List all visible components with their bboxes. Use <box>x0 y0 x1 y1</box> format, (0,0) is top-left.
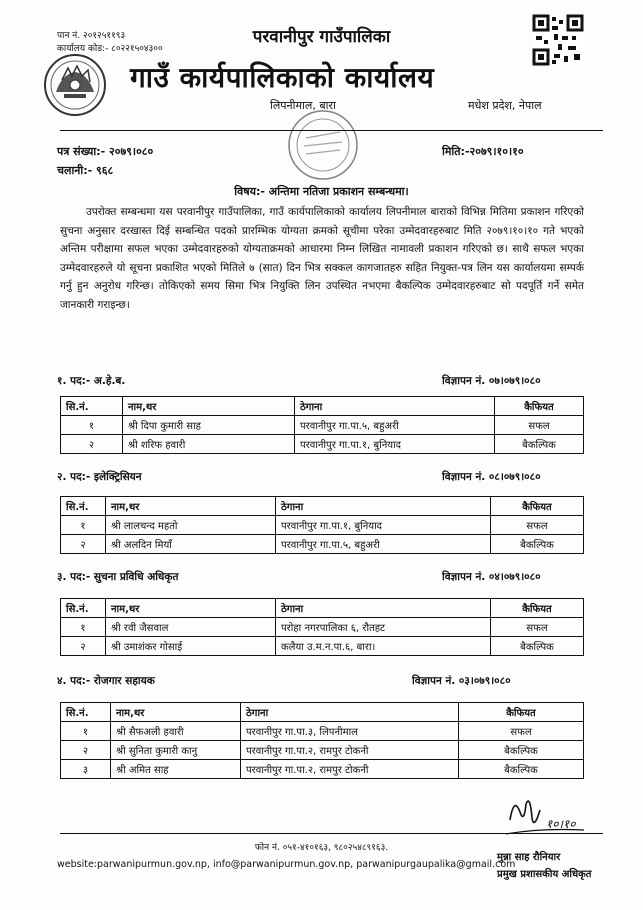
table-row <box>61 535 584 554</box>
table-row <box>61 722 584 741</box>
qr-code-icon <box>532 14 584 66</box>
cell-remark: सफल <box>491 618 584 637</box>
advert-number: विज्ञापन नं. ०३।०७९।०८० <box>412 675 511 687</box>
cell-remark: बैकल्पिक <box>459 741 584 760</box>
col-remark: कैफियत <box>491 497 584 516</box>
cell-sn: १ <box>61 416 123 435</box>
results-table <box>60 396 584 454</box>
results-table <box>60 702 584 779</box>
cell-address: परवानीपुर गा.पा.५, बहुअरी <box>276 535 491 554</box>
cell-remark: बैकल्पिक <box>459 760 584 779</box>
province: मधेश प्रदेश, नेपाल <box>468 99 542 112</box>
cell-address: कलैया उ.म.न.पा.६, बारा। <box>276 637 491 656</box>
cell-sn: २ <box>61 637 106 656</box>
col-name: नाम,थर <box>111 703 241 722</box>
cell-name: श्री उमाशंकर गोसाई <box>106 637 276 656</box>
section-title: १. पद:- अ.हे.ब. <box>57 375 126 387</box>
col-address: ठेगाना <box>241 703 459 722</box>
advert-number: विज्ञापन नं. ०४।०७९।०८० <box>442 571 541 583</box>
table-header-row <box>61 599 584 618</box>
cell-name: श्री सुनिता कुमारी कानु <box>111 741 241 760</box>
dispatch-number: चलानी:- ९६८ <box>57 164 114 177</box>
col-name: नाम,थर <box>106 599 276 618</box>
table-row <box>61 637 584 656</box>
signer-name: मुन्ना साह रौनियार <box>497 852 561 863</box>
cell-sn: २ <box>61 435 123 454</box>
table-row <box>61 618 584 637</box>
cell-remark: बैकल्पिक <box>495 435 584 454</box>
results-table <box>60 496 584 554</box>
cell-name: श्री अलदिन मियाँ <box>106 535 276 554</box>
cell-remark: सफल <box>459 722 584 741</box>
cell-sn: २ <box>61 535 106 554</box>
table-row <box>61 516 584 535</box>
signature-date: १०।१० <box>546 817 576 831</box>
col-sn: सि.नं. <box>61 599 106 618</box>
official-stamp-icon <box>286 108 360 182</box>
office-code: कार्यालय कोड:- ८०२२१५०४३०० <box>57 44 163 54</box>
table-header-row <box>61 703 584 722</box>
cell-name: श्री लालचन्द महतो <box>106 516 276 535</box>
cell-sn: ३ <box>61 760 111 779</box>
phone-line: फोन नं. ०५१-४१०१६३, ९८०२५४८९१६३. <box>254 843 389 853</box>
pan-number: पान नं. २०१२५११९३ <box>57 31 126 41</box>
table-row <box>61 741 584 760</box>
table-row <box>61 760 584 779</box>
office-name: परवानीपुर गाउँपालिका <box>252 27 391 47</box>
office-address: लिपनीमाल, बारा <box>270 99 336 112</box>
col-sn: सि.नं. <box>61 497 106 516</box>
cell-name: श्री दिपा कुमारी साह <box>123 416 295 435</box>
cell-sn: १ <box>61 722 111 741</box>
table-header-row <box>61 397 584 416</box>
table-row <box>61 416 584 435</box>
cell-name: श्री अमित साह <box>111 760 241 779</box>
col-name: नाम,थर <box>106 497 276 516</box>
col-sn: सि.नं. <box>61 397 123 416</box>
letter-date: मिति:-२०७९।१०।१० <box>442 145 524 158</box>
cell-remark: सफल <box>495 416 584 435</box>
handwritten-signature-icon <box>500 790 590 844</box>
cell-name: श्री रवी जैसवाल <box>106 618 276 637</box>
signer-designation: प्रमुख प्रशासकीय अधिकृत <box>497 869 592 880</box>
col-remark: कैफियत <box>491 599 584 618</box>
col-name: नाम,थर <box>123 397 295 416</box>
col-remark: कैफियत <box>459 703 584 722</box>
cell-address: परवानीपुर गा.पा.१, बुनियाद <box>276 516 491 535</box>
col-address: ठेगाना <box>276 599 491 618</box>
cell-address: परोहा नगरपालिका ६, रौतहट <box>276 618 491 637</box>
cell-name: श्री सैफअली हवारी <box>111 722 241 741</box>
cell-address: परवानीपुर गा.पा.५, बहुअरी <box>295 416 495 435</box>
cell-sn: १ <box>61 618 106 637</box>
cell-address: परवानीपुर गा.पा.१, बुनियाद <box>295 435 495 454</box>
cell-sn: १ <box>61 516 106 535</box>
col-address: ठेगाना <box>295 397 495 416</box>
section-title: ४. पद:- रोजगार सहायक <box>57 675 155 687</box>
cell-remark: सफल <box>491 516 584 535</box>
cell-name: श्री शरिफ हवारी <box>123 435 295 454</box>
table-row <box>61 435 584 454</box>
letter-number: पत्र संख्या:- २०७९।०८० <box>57 145 154 158</box>
section-title: ३. पद:- सुचना प्रविधि अधिकृत <box>57 571 179 583</box>
col-remark: कैफियत <box>495 397 584 416</box>
results-table <box>60 598 584 656</box>
advert-number: विज्ञापन नं. ०७।०७९।०८० <box>442 375 541 387</box>
advert-number: विज्ञापन नं. ०८।०७९।०८० <box>442 471 541 483</box>
section-title: २. पद:- इलेक्ट्रिसियन <box>57 471 142 483</box>
header-rule <box>60 130 603 131</box>
col-sn: सि.नं. <box>61 703 111 722</box>
letter-body: उपरोक्त सम्बन्धमा यस परवानीपुर गाउँपालिका, गाउँ कार्यपालिकाको कार्यालय लिपनीमाल बाराको विभिन्न मितिमा प्रकाशन गरिएको सुचना अनुसार दरखास्त दिई सम्बन्धित पदको प्रारम्भिक योग्यता क्रमको सूचीमा परेका उम्मेदवारहरुबाट मिति २०७९।१०।१० गते भएको अन्तिम परीक्षामा सफल भएका उम्मेदवारहरुको योग्यताक्रमको आधारमा निम्न लिखित नामावली प्रकाशन गरिएको छ। साथै सफल भएका उम्मेदवारहरुले यो सूचना प्रकाशित भएको मितिले ७ (सात) दिन भित्र सक्कल कागजातहरु सहित नियुक्त-पत्र लिन यस कार्यालयमा सम्पर्क गर्नु हुन अनुरोध गरिन्छ। तोकिएको समय सिमा भित्र नियुक्ति लिन उपस्थित नभएमा बैकल्पिक उम्मेदवारहरुबाट सो पदपूर्ति गर्ने समेत जानकारी गराइन्छ। <box>60 206 584 311</box>
cell-address: परवानीपुर गा.पा.२, रामपुर टोकनी <box>241 741 459 760</box>
table-header-row <box>61 497 584 516</box>
office-title: गाउँ कार्यपालिकाको कार्यालय <box>130 61 435 94</box>
cell-remark: बैकल्पिक <box>491 535 584 554</box>
website-line: website:parwanipurmun.gov.np, info@parwanipurmun.gov.np, parwanipurgaupalika@gmail.com <box>57 859 516 870</box>
nepal-emblem-icon <box>42 52 108 118</box>
cell-address: परवानीपुर गा.पा.३, लिपनीमाल <box>241 722 459 741</box>
footer-rule <box>60 833 603 834</box>
subject-line: विषय:- अन्तिमा नतिजा प्रकाशन सम्बन्धमा। <box>234 185 409 198</box>
cell-address: परवानीपुर गा.पा.२, रामपुर टोकनी <box>241 760 459 779</box>
cell-sn: २ <box>61 741 111 760</box>
cell-remark: बैकल्पिक <box>491 637 584 656</box>
col-address: ठेगाना <box>276 497 491 516</box>
